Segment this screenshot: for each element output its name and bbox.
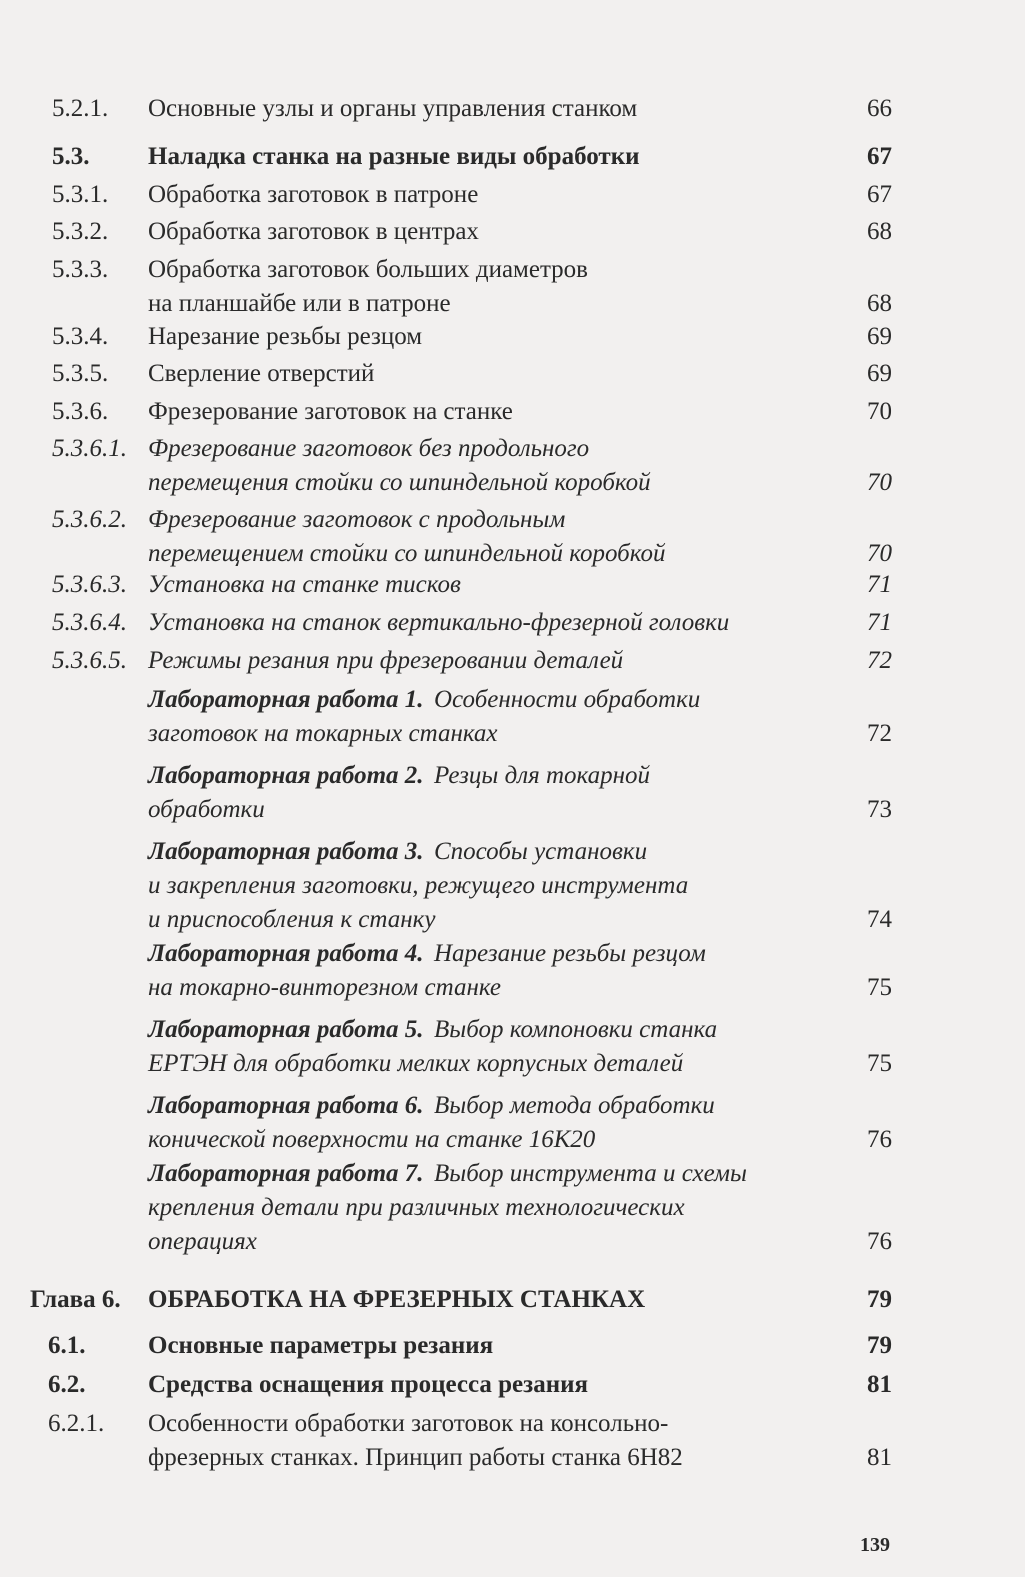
toc-entry-title: Установка на станок вертикально-фрезерной головки (148, 609, 730, 636)
lab-work-label: Лабораторная работа 1. (148, 686, 424, 713)
toc-entry-title: Средства оснащения процесса резания (148, 1371, 589, 1398)
toc-page-ref: 70 (867, 398, 892, 425)
lab-work-title: конической поверхности на станке 16К20 (148, 1126, 596, 1153)
toc-page-ref: 70 (867, 469, 892, 496)
toc-entry-title: Наладка станка на разные виды обработки (148, 143, 640, 170)
toc-page-ref: 81 (867, 1444, 892, 1471)
lab-work-title: операциях (148, 1228, 257, 1255)
toc-entry-title: фрезерных станках. Принцип работы станка 6Н82 (148, 1444, 683, 1471)
lab-work-title: заготовок на токарных станках (148, 720, 498, 747)
lab-work-page-ref: 72 (867, 720, 892, 747)
toc-entry-title: Фрезерование заготовок без продольного (148, 435, 590, 462)
page-number: 139 (860, 1534, 890, 1556)
toc-entry-title: на планшайбе или в патроне (148, 290, 451, 317)
toc-entry-number: 6.1. (48, 1332, 86, 1359)
lab-work-label: Лабораторная работа 3. (148, 838, 424, 865)
toc-entry-title: Основные узлы и органы управления станком (148, 95, 638, 122)
lab-work-title: обработки (148, 796, 265, 823)
lab-work-page-ref: 75 (867, 1050, 892, 1077)
toc-page-ref: 69 (867, 360, 892, 387)
lab-work-title: Резцы для токарной (434, 762, 651, 789)
lab-work-label: Лабораторная работа 6. (148, 1092, 424, 1119)
lab-work-title: Выбор инструмента и схемы (434, 1160, 747, 1187)
toc-entry-number: 5.3.1. (52, 181, 109, 208)
toc-page-ref: 72 (867, 647, 892, 674)
toc-entry-title: Установка на станке тисков (148, 571, 461, 598)
toc-entry-title: перемещением стойки со шпиндельной коробкой (148, 540, 666, 567)
lab-work-page-ref: 76 (867, 1126, 892, 1153)
lab-work-title: и приспособления к станку (148, 906, 436, 933)
chapter-page-ref: 79 (867, 1286, 892, 1313)
toc-entry-title: Обработка заготовок больших диаметров (148, 256, 588, 283)
toc-entry-number: 5.3.6.2. (52, 506, 127, 533)
toc-entry-title: Сверление отверстий (148, 360, 375, 387)
lab-work-label: Лабораторная работа 5. (148, 1016, 424, 1043)
toc-page-ref: 79 (867, 1332, 892, 1359)
lab-work-title: Выбор метода обработки (434, 1092, 715, 1119)
lab-work-label: Лабораторная работа 2. (148, 762, 424, 789)
toc-page-ref: 70 (867, 540, 892, 567)
lab-work-page-ref: 75 (867, 974, 892, 1001)
toc-entry-title: Особенности обработки заготовок на консольно- (148, 1410, 669, 1437)
toc-page-ref: 68 (867, 290, 892, 317)
toc-entry-title: Нарезание резьбы резцом (148, 323, 423, 350)
toc-entry-number: 5.3.3. (52, 256, 109, 283)
toc-entry-title: Основные параметры резания (148, 1332, 494, 1359)
toc-entry-number: 5.3.6.3. (52, 571, 127, 598)
chapter-title: ОБРАБОТКА НА ФРЕЗЕРНЫХ СТАНКАХ (148, 1286, 646, 1313)
toc-entry-number: 6.2. (48, 1371, 86, 1398)
lab-work-title: крепления детали при различных технологических (148, 1194, 685, 1221)
toc-entry-number: 5.3.6.1. (52, 435, 127, 462)
toc-entry-number: 5.3.6.5. (52, 647, 127, 674)
lab-work-label: Лабораторная работа 4. (148, 940, 424, 967)
lab-work-title: Способы установки (434, 838, 648, 865)
toc-page-ref: 71 (867, 571, 892, 598)
toc-entry-title: Режимы резания при фрезеровании деталей (148, 647, 624, 674)
lab-work-title: Нарезание резьбы резцом (434, 940, 706, 967)
toc-entry-number: 5.2.1. (52, 95, 109, 122)
toc-entry-number: 5.3.6. (52, 398, 109, 425)
toc-page-ref: 81 (867, 1371, 892, 1398)
toc-page-ref: 71 (867, 609, 892, 636)
toc-entry-number: 6.2.1. (48, 1410, 105, 1437)
toc-page-ref: 67 (867, 181, 892, 208)
lab-work-page-ref: 74 (867, 906, 892, 933)
lab-work-page-ref: 76 (867, 1228, 892, 1255)
lab-work-title: и закрепления заготовки, режущего инструмента (148, 872, 689, 899)
toc-page-ref: 66 (867, 95, 892, 122)
chapter-number: Глава 6. (30, 1286, 121, 1313)
toc-page-ref: 69 (867, 323, 892, 350)
toc-page-ref: 68 (867, 218, 892, 245)
lab-work-title: на токарно-винторезном станке (148, 974, 502, 1001)
toc-entry-number: 5.3.2. (52, 218, 109, 245)
toc-page-ref: 67 (867, 143, 892, 170)
toc-entry-number: 5.3. (52, 143, 90, 170)
toc-entry-number: 5.3.6.4. (52, 609, 127, 636)
toc-entry-number: 5.3.5. (52, 360, 109, 387)
toc-entry-title: Обработка заготовок в патроне (148, 181, 479, 208)
lab-work-label: Лабораторная работа 7. (148, 1160, 424, 1187)
lab-work-title: Особенности обработки (434, 686, 701, 713)
lab-work-title: ЕРТЭН для обработки мелких корпусных деталей (148, 1050, 684, 1077)
toc-entry-title: Фрезерование заготовок с продольным (148, 506, 566, 533)
toc-entry-number: 5.3.4. (52, 323, 109, 350)
toc-entry-title: перемещения стойки со шпиндельной коробкой (148, 469, 651, 496)
toc-entry-title: Обработка заготовок в центрах (148, 218, 479, 245)
lab-work-page-ref: 73 (867, 796, 892, 823)
lab-work-title: Выбор компоновки станка (434, 1016, 718, 1043)
toc-entry-title: Фрезерование заготовок на станке (148, 398, 513, 425)
